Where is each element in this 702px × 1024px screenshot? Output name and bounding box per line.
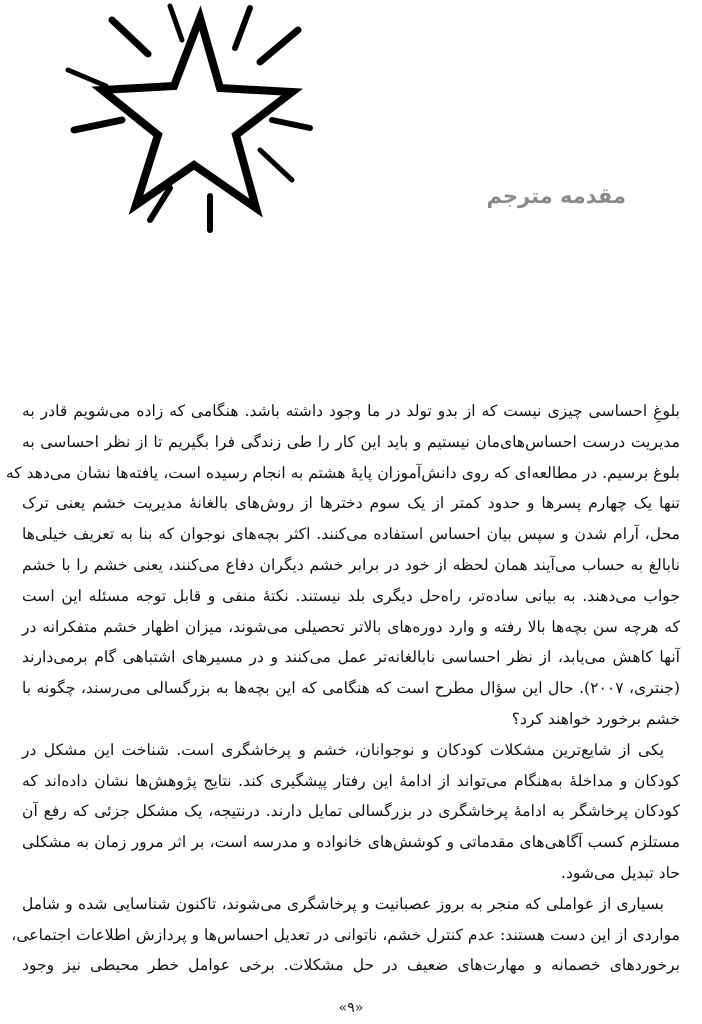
text-line: بسیاری از عواملی که منجر به بروز عصبانیت و پرخاشگری می‌شوند، تاکنون شناسایی شده و شامل [22,894,664,913]
text-line: جواب می‌دهند. به بیانی ساده‌تر، راه‌حل دیگری بلد نیستند. نکتهٔ منفی و قابل توجه مسئله این است [22,586,680,605]
text-line: تنها یک چهارم پسرها و حدود کمتر از یک سوم دخترها از روش‌های بالغانهٔ مدیریت خشم یعنی ترک [22,494,680,513]
body-text [5,396,681,981]
star-icon [60,0,320,245]
text-line: کودکان پرخاشگر به ادامهٔ پرخاشگری در بزرگسالی تمایل دارند. درنتیجه، یک مشکل جزئی که رفع آن [22,802,680,821]
text-line: یکی از شایع‌ترین مشکلات کودکان و نوجوانان، خشم و پرخاشگری است. شناخت این مشکل در [22,740,664,759]
text-line: محل، آرام شدن و سپس بیان احساس استفاده می‌کنند. اکثر بچه‌های نوجوان که بنا به تعریف خیلی‌ها [22,525,680,544]
text-line: نابالغ به حساب می‌آیند همان لحظه از خود در برابر خشم دیگران دفاع می‌کنند، یعنی خشم را با خشم [22,555,680,574]
text-line: حاد تبدیل می‌شود. [560,863,680,882]
star-burst-illustration [60,0,320,245]
text-line: (جنتری، ۲۰۰۷). حال این سؤال مطرح است که هنگامی که این بچه‌ها به بزرگسالی می‌رسند، چگونه با [22,679,681,698]
text-line: خشم برخورد خواهند کرد؟ [511,709,680,728]
text-line: مستلزم کسب آگاهی‌های مقدماتی و کوشش‌های خانواده و مدرسه است، بر اثر مرور زمان به مشکلی [22,833,680,852]
paragraph [5,396,681,735]
text-line: آنها کاهش می‌یابد، از نظر احساسی نابالغانه‌تر عمل می‌کنند و در مسیرهای اشتباهی گام برمی‌دارند [22,648,680,667]
text-line: که هرچه سن بچه‌ها بالا رفته و وارد دوره‌های بالاتر تحصیلی می‌شوند، میزان اظهار خشم متفکرانه در [22,617,680,636]
text-line: برخوردهای خصمانه و مهارت‌های ضعیف در حل مشکلات. برخی عوامل خطر محیطی نیز وجود [22,956,680,975]
paragraph [22,735,680,889]
text-line: مدیریت درست احساس‌های‌مان نیستیم و باید این کار را طی زندگی فرا بگیریم تا از نظر احساسی به [22,432,680,451]
text-line: بلوغ برسیم. در مطالعه‌ای که روی دانش‌آموزان پایهٔ هشتم به انجام رسیده است، یافته‌ها نشان می‌دهد که [5,463,680,482]
paragraph [11,889,680,981]
text-line: کودکان و مداخلهٔ به‌هنگام می‌تواند از ادامهٔ این رفتار پیشگیری کند. نتایج پژوهش‌ها نشان داده‌اند که [22,771,680,790]
text-line: بلوغِ احساسی چیزی نیست که از بدو تولد در ما وجود داشته باشد. هنگامی که زاده می‌شویم قادر به [22,402,680,420]
text-line: مواردی از این دست هستند: عدم کنترل خشم، ناتوانی در تعدیل احساس‌ها و پردازش اطلاعات اجتماعی، [11,925,680,944]
page-number: «۹» [338,1000,364,1016]
section-title: مقدمه مترجم [486,184,626,208]
